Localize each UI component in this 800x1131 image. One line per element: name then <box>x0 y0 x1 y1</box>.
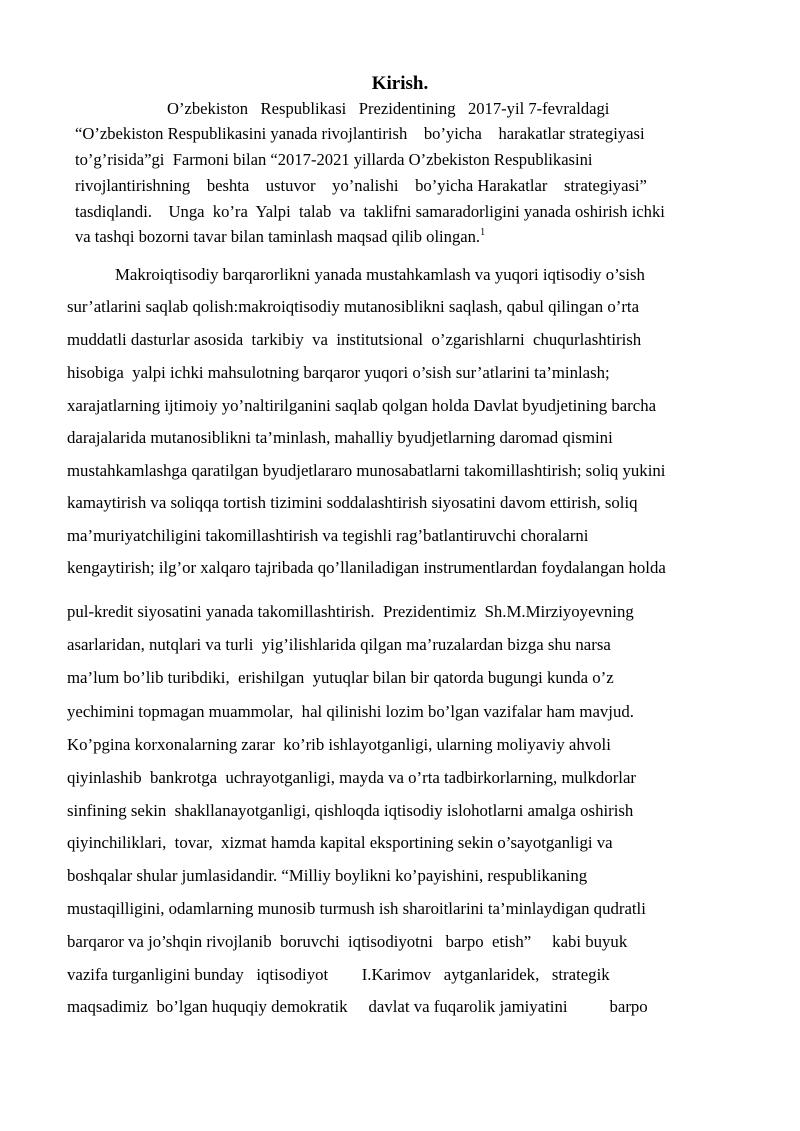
body-line: ma’muriyatchiligini takomillashtirish va tegishli rag’batlantiruvchi choralarni <box>67 526 589 545</box>
body-line: kengaytirish; ilg’or xalqaro tajribada qo’llaniladigan instrumentlardan foydalangan holda <box>67 558 666 577</box>
body-line: qiyinchiliklari, tovar, xizmat hamda kapital eksportining sekin o’sayotganligi va <box>67 833 613 852</box>
body-line: Ko’pgina korxonalarning zarar ko’rib ishlayotganligi, ularning moliyaviy ahvoli <box>67 735 611 754</box>
body-line: muddatli dasturlar asosida tarkibiy va institutsional o’zgarishlarni chuqurlashtirish <box>67 330 642 349</box>
body-line: mustaqilligini, odamlarning munosib turmush ish sharoitlarini ta’minlaydigan qudratli <box>67 899 646 918</box>
page-title: Kirish. <box>371 73 429 94</box>
body-line: qiyinlashib bankrotga uchrayotganligi, mayda va o’rta tadbirkorlarning, mulkdorlar <box>67 768 637 787</box>
intro-line-last <box>75 226 485 248</box>
footnote-marker[interactable]: 1 <box>480 227 486 238</box>
body-line: maqsadimiz bo’lgan huquqiy demokratik davlat va fuqarolik jamiyatini barpo <box>67 997 648 1016</box>
body-line: mustahkamlashga qaratilgan byudjetlararo munosabatlarni takomillashtirish; soliq yukini <box>67 461 666 480</box>
intro-line: to’g’risida”gi Farmoni bilan “2017-2021 yillarda O’zbekiston Respublikasini <box>75 150 593 169</box>
intro-line: rivojlantirishning beshta ustuvor yo’nalishi bo’yicha Harakatlar strategiyasi” <box>75 176 647 195</box>
body-line: xarajatlarning ijtimoiy yo’naltirilganini saqlab qolgan holda Davlat byudjetining barcha <box>67 396 657 415</box>
body-line: ma’lum bo’lib turibdiki, erishilgan yutuqlar bilan bir qatorda bugungi kunda o’z <box>67 668 614 687</box>
body-line: sinfining sekin shakllanayotganligi, qishloqda iqtisodiy islohotlarni amalga oshirish <box>67 801 634 820</box>
body-line: darajalarida mutanosiblikni ta’minlash, mahalliy byudjetlarning daromad qismini <box>67 428 613 447</box>
body-line: yechimini topmagan muammolar, hal qilinishi lozim bo’lgan vazifalar ham mavjud. <box>67 702 634 721</box>
body-line: barqaror va jo’shqin rivojlanib boruvchi iqtisodiyotni barpo etish” kabi buyuk <box>67 932 628 951</box>
body-line: kamaytirish va soliqqa tortish tizimini soddalashtirish siyosatini davom ettirish, soliq <box>67 493 638 512</box>
intro-line: tasdiqlandi. Unga ko’ra Yalpi talab va taklifni samaradorligini yanada oshirish ichki <box>75 202 665 221</box>
body-line: sur’atlarini saqlab qolish:makroiqtisodiy mutanosiblikni saqlash, qabul qilingan o’rta <box>67 297 640 316</box>
body-line: Makroiqtisodiy barqarorlikni yanada mustahkamlash va yuqori iqtisodiy o’sish <box>115 265 645 284</box>
body-line: asarlaridan, nutqlari va turli yig’ilishlarida qilgan ma’ruzalardan bizga shu narsa <box>67 635 611 654</box>
body-line: boshqalar shular jumlasidandir. “Milliy boylikni ko’payishini, respublikaning <box>67 866 588 885</box>
body-line: pul-kredit siyosatini yanada takomillashtirish. Prezidentimiz Sh.M.Mirziyoyevning <box>67 602 634 621</box>
intro-line: “O’zbekiston Respublikasini yanada rivojlantirish bo’yicha harakatlar strategiyasi <box>75 124 645 143</box>
intro-line: O’zbekiston Respublikasi Prezidentining 2017-yil 7-fevraldagi <box>167 99 610 118</box>
body-line: vazifa turganligini bunday iqtisodiyot I.Karimov aytganlaridek, strategik <box>67 965 610 984</box>
body-line: hisobiga yalpi ichki mahsulotning barqaror yuqori o’sish sur’atlarini ta’minlash; <box>67 363 610 382</box>
intro-line-text: va tashqi bozorni tavar bilan taminlash maqsad qilib olingan. <box>75 227 481 246</box>
